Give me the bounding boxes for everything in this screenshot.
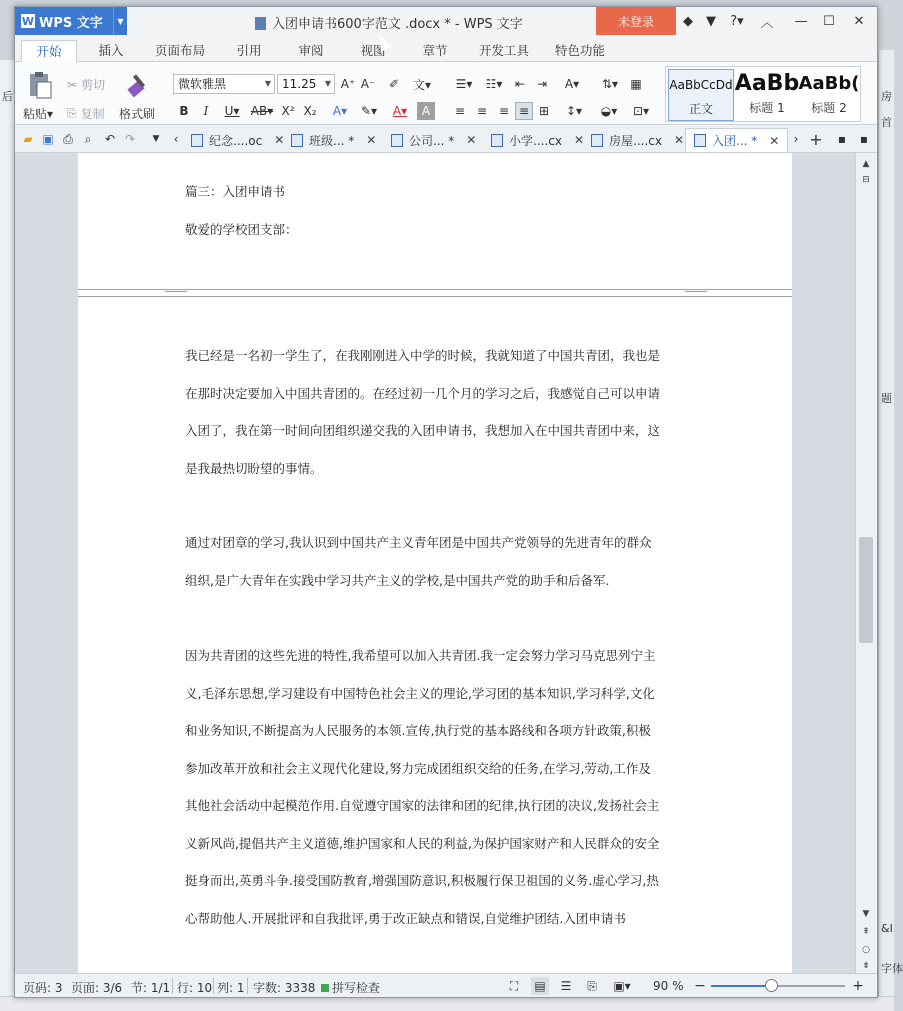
page-previous xyxy=(78,153,792,290)
tab-insert[interactable]: 插入 xyxy=(98,43,124,58)
paste-label: 粘贴 xyxy=(23,107,48,121)
paste-icon[interactable] xyxy=(25,70,55,100)
close-tab-icon[interactable]: ✕ xyxy=(366,133,377,147)
style-preview: AaBbCcDd xyxy=(669,78,733,92)
bold-icon[interactable]: B xyxy=(179,104,189,118)
doc-tab-active[interactable] xyxy=(685,128,788,152)
doc-tab-label: 班级... * xyxy=(309,133,355,148)
text-line: 义新风尚,提倡共产主义道德,维护国家和人民的利益,为保护国家财产和人民群众的安全 xyxy=(185,835,660,851)
shrink-font-icon[interactable]: A⁻ xyxy=(360,77,376,91)
collapse-ribbon-icon[interactable]: ︿ xyxy=(760,15,774,31)
doc-tab-label: 入团... * xyxy=(712,134,758,148)
font-name-select[interactable] xyxy=(173,74,275,94)
close-tab-icon[interactable]: ✕ xyxy=(573,133,585,147)
align-right-icon[interactable]: ≡ xyxy=(498,104,510,118)
style-label: 标题 1 xyxy=(749,101,785,115)
document-icon xyxy=(191,134,203,147)
vertical-scrollbar[interactable] xyxy=(855,153,877,973)
page-view-icon[interactable]: ▤ xyxy=(531,977,549,995)
bg-right-fragment: 题 xyxy=(881,392,892,405)
font-size-value: 11.25 xyxy=(282,77,317,91)
divider xyxy=(213,978,214,994)
tab-developer[interactable]: 开发工具 xyxy=(478,43,529,58)
text-line: 参加改革开放和社会主义现代化建设,努力完成团组织交给的任务,在学习,劳动,工作及 xyxy=(185,760,651,776)
tab-view[interactable]: 视图 xyxy=(360,43,386,58)
tab-scroll-left-icon[interactable]: ‹ xyxy=(173,132,179,146)
scissors-icon: ✂ xyxy=(67,77,78,92)
brush-icon[interactable] xyxy=(123,70,153,100)
previous-page-icon[interactable]: ⇞ xyxy=(862,927,870,937)
print-preview-icon[interactable]: ⌕ xyxy=(84,131,92,146)
background-window-right xyxy=(878,50,903,1011)
text-line: 义,毛泽东思想,学习建设有中国特色社会主义的理论,学习团的基本知识,学习科学,文化 xyxy=(185,685,655,701)
document-icon xyxy=(291,134,303,147)
app-menu-button[interactable] xyxy=(15,7,127,35)
bullet-list-icon[interactable]: ☰▾ xyxy=(455,77,473,91)
doc-tab[interactable] xyxy=(191,128,284,152)
bg-right-fragment: 字体 xyxy=(881,962,903,975)
text-effect-icon[interactable]: A▾ xyxy=(332,104,348,118)
underline-icon[interactable]: U▾ xyxy=(224,104,240,118)
print-icon[interactable]: ⎙ xyxy=(63,131,73,146)
doc-tab-label: 小学....cx xyxy=(509,133,562,148)
text-line: 在那时决定要加入中国共青团的。在经过初一几个月的学习之后，我感觉自己可以申请 xyxy=(185,385,661,401)
font-name-value: 微软雅黑 xyxy=(178,77,227,91)
close-tab-icon[interactable]: ✕ xyxy=(466,133,477,147)
copy-label: 复制 xyxy=(80,107,105,121)
maximize-icon[interactable]: ☐ xyxy=(823,13,835,29)
style-label: 标题 2 xyxy=(811,101,847,115)
cut-label: 剪切 xyxy=(81,78,106,92)
text-line: 其他社会活动中起模范作用.自觉遵守国家的法律和团的纪律,执行团的决议,发扬社会主 xyxy=(185,798,660,813)
superscript-icon[interactable]: X² xyxy=(281,104,295,118)
text-line: 是我最热切盼望的事情。 xyxy=(185,460,323,476)
background-window-bottom xyxy=(0,996,894,1011)
doc-tab-label: 纪念....oc xyxy=(209,133,263,148)
tab-list-icon[interactable]: ▪ xyxy=(837,132,847,146)
text-line: 因为共青团的这些先进的特性,我希望可以加入共青团.我一定会努力学习马克思列宁主 xyxy=(185,648,656,663)
close-tab-icon[interactable]: ✕ xyxy=(769,133,780,148)
font-color-icon[interactable]: A▾ xyxy=(392,104,408,118)
text-direction-icon[interactable]: A▾ xyxy=(564,77,580,91)
tab-references[interactable]: 引用 xyxy=(236,43,262,58)
app-name: WPS 文字 xyxy=(39,15,103,31)
doc-tab[interactable] xyxy=(291,128,376,152)
paragraph-shading-icon[interactable]: ◒▾ xyxy=(600,104,618,118)
close-icon[interactable]: ✕ xyxy=(853,13,865,29)
align-left-icon[interactable]: ≡ xyxy=(454,104,466,118)
doc-tab[interactable] xyxy=(591,128,684,152)
zoom-slider-fill xyxy=(711,985,771,987)
section-count: 节: 1/1 xyxy=(131,981,171,995)
tab-chapter[interactable]: 章节 xyxy=(422,43,448,58)
zoom-slider[interactable] xyxy=(711,985,845,987)
text-line: 和业务知识,不断提高为人民服务的本领.宣传,执行党的基本路线和各项方针政策,积极 xyxy=(185,723,651,738)
bg-right-fragment: 房 xyxy=(881,90,892,103)
style-preview: AaBb xyxy=(734,71,800,96)
justify-icon[interactable]: ≡ xyxy=(515,102,533,120)
wps-writer-window xyxy=(14,6,878,998)
new-tab-icon[interactable]: + xyxy=(809,129,823,149)
font-size-select[interactable] xyxy=(277,74,335,94)
paragraph xyxy=(185,337,685,487)
row-indicator: 行: 10 xyxy=(177,981,213,995)
browse-object-icon[interactable]: ○ xyxy=(862,945,870,955)
borders-icon[interactable]: ⊡▾ xyxy=(632,104,650,118)
text-line: 心帮助他人.开展批评和自我批评,勇于改正缺点和错误,自觉维护团结.入团申请书 xyxy=(185,910,626,926)
text-line: 入团了，我在第一时间向团组织递交我的入团申请书，我想加入在中国共青团中来，这 xyxy=(185,423,661,438)
style-label: 正文 xyxy=(688,102,713,116)
ruler-toggle-icon[interactable]: ⊟ xyxy=(862,175,870,185)
styles-gallery xyxy=(665,66,861,122)
style-preview: AaBb( xyxy=(798,73,860,94)
heading-line: 篇三：入团申请书 xyxy=(185,184,286,199)
wps-logo-icon: W xyxy=(21,14,35,28)
document-icon xyxy=(491,134,503,147)
highlight-icon[interactable]: ✎▾ xyxy=(360,104,378,118)
copy-button[interactable] xyxy=(67,105,105,122)
page-code: 页码: 3 xyxy=(23,981,63,995)
text-line: 组织,是广大青年在实践中学习共产主义的学校,是中国共产党的助手和后备军. xyxy=(185,572,610,588)
line-spacing-icon[interactable]: ↕▾ xyxy=(565,104,583,118)
doc-tab-label: 公司... * xyxy=(409,133,455,148)
text-line: 挺身而出,英勇斗争.接受国防教育,增强国防意识,积极履行保卫祖国的义务.虚心学习,热 xyxy=(185,873,659,888)
bg-right-fragment: &I xyxy=(881,922,893,935)
clear-format-icon[interactable]: ✐ xyxy=(388,77,400,91)
tab-scroll-right-icon[interactable]: › xyxy=(793,132,799,146)
customize-toolbar-icon[interactable]: ▼ xyxy=(152,134,160,144)
help-icon[interactable]: ?▾ xyxy=(730,13,744,29)
numbered-list-icon[interactable]: ☷▾ xyxy=(485,77,503,91)
zoom-out-icon[interactable]: − xyxy=(694,978,706,994)
chevron-down-icon: ▼ xyxy=(264,79,272,88)
close-tab-icon[interactable]: ✕ xyxy=(673,133,685,147)
next-page-icon[interactable]: ⇟ xyxy=(862,961,870,971)
strikethrough-icon[interactable]: AB▾ xyxy=(250,104,274,118)
doc-tab-label: 房屋....cx xyxy=(609,133,662,148)
scroll-top-icon[interactable]: ▲ xyxy=(862,159,870,169)
tab-page-layout[interactable]: 页面布局 xyxy=(154,43,205,58)
column-indicator: 列: 1 xyxy=(217,981,245,995)
page-a-text xyxy=(185,173,685,248)
char-shading-icon[interactable]: A xyxy=(417,102,435,120)
increase-indent-icon[interactable]: ⇥ xyxy=(536,77,548,91)
minimize-icon[interactable]: — xyxy=(794,13,808,29)
grow-font-icon[interactable]: A⁺ xyxy=(340,77,356,91)
scrollbar-thumb[interactable] xyxy=(859,537,873,643)
distributed-icon[interactable]: ⊞ xyxy=(538,104,550,118)
paragraph xyxy=(185,637,685,937)
page-count[interactable]: 页面: 3/6 xyxy=(71,981,123,995)
document-icon xyxy=(391,134,403,147)
shirt-icon[interactable]: ▼ xyxy=(706,13,716,29)
document-icon xyxy=(694,134,706,147)
text-line: 我已经是一名初一学生了，在我刚刚进入中学的时候，我就知道了中国共青团，我也是 xyxy=(185,348,661,363)
chevron-down-icon: ▼ xyxy=(324,79,332,88)
word-count[interactable]: 字数: 3338 xyxy=(253,981,316,995)
style-normal[interactable] xyxy=(668,69,734,121)
salutation-line: 敬爱的学校团支部： xyxy=(185,221,298,237)
title-bar xyxy=(15,7,877,35)
bg-left-fragment: 后 xyxy=(2,90,13,103)
sort-icon[interactable]: ⇅▾ xyxy=(601,77,619,91)
document-canvas[interactable] xyxy=(15,153,855,973)
divider xyxy=(247,978,248,994)
format-painter-button[interactable]: 格式刷 xyxy=(119,107,156,121)
bg-right-fragment: 首 xyxy=(881,116,892,129)
quick-access-and-doc-tabs xyxy=(15,125,877,153)
undo-icon[interactable]: ↶ xyxy=(104,132,116,146)
zoom-slider-knob[interactable] xyxy=(765,979,778,992)
outline-view-icon[interactable]: ☰ xyxy=(560,979,572,993)
zoom-in-icon[interactable]: + xyxy=(852,978,864,994)
divider xyxy=(172,978,173,994)
copy-icon: ⎘ xyxy=(67,106,77,120)
cut-button[interactable] xyxy=(67,76,105,93)
focus-mode-icon[interactable]: ⛶ xyxy=(509,978,519,993)
align-center-icon[interactable]: ≡ xyxy=(476,104,488,118)
zoom-level[interactable]: 90 % xyxy=(653,979,684,993)
document-title-text: 入团申请书600字范文 .docx * - WPS 文字 xyxy=(272,17,523,32)
spell-check-indicator-icon xyxy=(321,984,329,992)
document-icon xyxy=(591,134,603,147)
redo-icon[interactable]: ↷ xyxy=(124,132,136,146)
scroll-down-icon[interactable]: ▼ xyxy=(862,909,870,919)
style-heading-2[interactable] xyxy=(796,69,862,121)
decrease-indent-icon[interactable]: ⇤ xyxy=(514,77,526,91)
doc-tab[interactable] xyxy=(491,128,584,152)
style-heading-1[interactable] xyxy=(734,69,800,121)
web-view-icon[interactable]: ⎘ xyxy=(587,978,597,993)
paste-button[interactable]: 粘贴 ▾ xyxy=(23,106,54,121)
reading-mode-icon[interactable]: ▣▾ xyxy=(613,979,631,993)
skin-icon[interactable]: ◆ xyxy=(683,13,693,29)
background-window-left xyxy=(0,60,15,1011)
table-grid-icon[interactable]: ▦ xyxy=(630,77,642,91)
tab-review[interactable]: 审阅 xyxy=(298,43,324,58)
status-bar xyxy=(15,973,877,997)
spell-check-toggle[interactable] xyxy=(321,979,380,996)
paragraph xyxy=(185,524,685,599)
page-current xyxy=(78,296,792,986)
doc-tab[interactable] xyxy=(391,128,476,152)
ribbon-tab-bar xyxy=(15,35,877,62)
open-folder-icon[interactable]: ▰ xyxy=(23,132,33,146)
document-icon xyxy=(255,17,266,30)
tab-special-features[interactable]: 特色功能 xyxy=(554,43,605,58)
text-line: 通过对团章的学习,我认识到中国共产主义青年团是中国共产党领导的先进青年的群众 xyxy=(185,535,652,550)
login-button[interactable]: 未登录 xyxy=(596,7,676,35)
tab-home[interactable]: 开始 xyxy=(21,40,77,62)
close-tab-icon[interactable]: ✕ xyxy=(274,133,285,147)
ribbon-home xyxy=(15,62,877,125)
italic-icon[interactable]: I xyxy=(203,104,209,118)
spell-check-label: 拼写检查 xyxy=(332,981,381,995)
chevron-down-icon[interactable]: ▼ xyxy=(113,7,127,35)
phonetic-guide-icon[interactable]: 文▾ xyxy=(412,77,432,92)
document-title xyxy=(255,13,575,32)
subscript-icon[interactable]: X₂ xyxy=(303,104,317,118)
save-icon[interactable]: ▣ xyxy=(42,132,54,146)
tab-options-icon[interactable]: ▪ xyxy=(859,132,869,146)
